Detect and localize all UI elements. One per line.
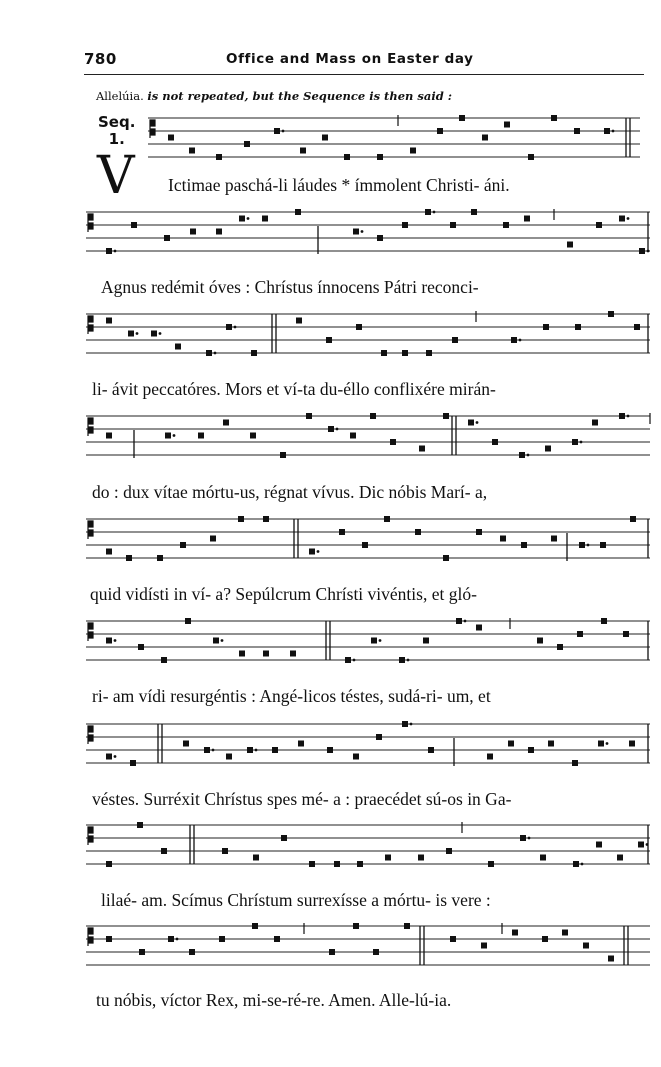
punctum-mora [606,742,609,745]
neume [106,754,112,760]
neume [298,741,304,747]
neume [519,452,525,458]
neume [274,128,280,134]
lyric-line-7: véstes. Surréxit Chrístus spes mé- a : praecédet sú-os in Ga- [92,789,512,809]
neume [106,638,112,644]
staff-5 [86,516,650,561]
staff-6 [86,618,650,663]
neume [350,433,356,439]
neume [385,855,391,861]
neume [164,235,170,241]
neume [452,337,458,343]
neume [500,536,506,542]
lyric-line-2: Agnus redémit óves : Chrístus ínnocens Pátri reconci- [101,277,479,297]
neume [126,555,132,561]
neume [482,135,488,141]
neume [617,855,623,861]
neume [551,536,557,542]
neume [476,529,482,535]
neume [608,956,614,962]
punctum-mora [528,837,531,840]
neume [272,747,278,753]
neume [575,324,581,330]
neume [508,741,514,747]
neume [326,337,332,343]
neume [410,148,416,154]
neume [562,930,568,936]
neume [492,439,498,445]
punctum-mora [379,639,382,642]
neume [557,644,563,650]
punctum-mora [221,639,224,642]
neume [543,324,549,330]
neume [601,618,607,624]
neume [402,350,408,356]
punctum-mora [214,352,217,355]
neume [239,651,245,657]
neume [596,842,602,848]
punctum-mora [612,130,615,133]
punctum-mora [317,550,320,553]
punctum-mora [410,723,413,726]
neume [574,128,580,134]
neume [137,822,143,828]
neume [425,209,431,215]
neume [404,923,410,929]
neume [180,542,186,548]
neume [376,734,382,740]
punctum-mora [336,428,339,431]
neume [390,439,396,445]
neume [290,651,296,657]
neume [639,248,645,254]
neume [296,318,302,324]
staff-4 [86,413,650,458]
neume [443,555,449,561]
neume [384,516,390,522]
neume [250,433,256,439]
neume [548,741,554,747]
neume [161,848,167,854]
lyric-line-5: quid vidísti in ví- a? Sepúlcrum Chrísti vivéntis, et gló- [90,584,477,604]
neume [381,350,387,356]
neume [353,229,359,235]
staff-2 [86,209,650,254]
sequence-label-text: Seq. [98,113,136,131]
neume [151,331,157,337]
neume [131,222,137,228]
neume [504,122,510,128]
punctum-mora [136,332,139,335]
neume [157,555,163,561]
neume [322,135,328,141]
staff-9 [86,923,650,965]
neume [476,625,482,631]
punctum-mora [247,217,250,220]
neume [402,222,408,228]
neume [545,446,551,452]
neume [306,413,312,419]
neume [608,311,614,317]
lyric-line-3: li- ávit peccatóres. Mors et ví-ta du-éllo conflixére mirán- [92,379,496,399]
neume [572,439,578,445]
neume [471,209,477,215]
neume [106,936,112,942]
neume [244,141,250,147]
neume [456,618,462,624]
punctum-mora [234,326,237,329]
neume [106,861,112,867]
neume [377,154,383,160]
punctum-mora [114,755,117,758]
neume [334,861,340,867]
punctum-mora [627,217,630,220]
neume [450,936,456,942]
neume [520,835,526,841]
neume [106,433,112,439]
c-clef [88,827,93,845]
c-clef [88,418,93,436]
neume [512,930,518,936]
neume [210,536,216,542]
neume [503,222,509,228]
neume [300,148,306,154]
neume [185,618,191,624]
neume [247,747,253,753]
initial-letter: V [97,146,135,206]
c-clef [88,726,93,744]
neume [487,754,493,760]
neume [295,209,301,215]
neume [418,855,424,861]
running-title: Office and Mass on Easter day [226,51,474,67]
punctum-mora [176,938,179,941]
neume [280,452,286,458]
neume [239,216,245,222]
neume [488,861,494,867]
neume [344,154,350,160]
neume [251,350,257,356]
punctum-mora [646,843,649,846]
punctum-mora [581,863,584,866]
neume [190,229,196,235]
neume [213,638,219,644]
punctum-mora [173,434,176,437]
neume [226,324,232,330]
neume [328,426,334,432]
neume [168,936,174,942]
neume [592,420,598,426]
neume [357,861,363,867]
punctum-mora [647,250,650,253]
neume [542,936,548,942]
neume [130,760,136,766]
neume [437,128,443,134]
rubric-instruction: is not repeated, but the Sequence is then said : [147,89,452,103]
neume [371,638,377,644]
punctum-mora [114,250,117,253]
sequence-number: 1. [108,130,125,148]
neume [623,631,629,637]
neume [362,542,368,548]
neume [263,651,269,657]
punctum-mora [433,211,436,214]
neume [528,747,534,753]
neume [521,542,527,548]
punctum-mora [255,749,258,752]
neume [216,154,222,160]
neume [262,216,268,222]
neume [577,631,583,637]
neume [263,516,269,522]
neume [638,842,644,848]
neume [106,318,112,324]
neume [353,754,359,760]
punctum-mora [353,659,356,662]
neume [223,420,229,426]
neume [253,855,259,861]
neume [274,936,280,942]
lyric-line-6: ri- am vídi resurgéntis : Angé-licos téstes, sudá-ri- um, et [92,686,491,706]
neume [309,861,315,867]
lyric-line-1: Ictimae paschá-li láudes * ímmolent Christi- áni. [168,175,510,195]
neume [537,638,543,644]
neume [583,943,589,949]
neume [168,135,174,141]
neume [528,154,534,160]
staff-7 [86,721,650,766]
neume [165,433,171,439]
neume [419,446,425,452]
lyric-line-4: do : dux vítae mórtu-us, régnat vívus. Dic nóbis Marí- a, [92,482,488,502]
neume [216,229,222,235]
neume [309,549,315,555]
neume [377,235,383,241]
neume [604,128,610,134]
neume [598,741,604,747]
punctum-mora [114,639,117,642]
neume [370,413,376,419]
c-clef [88,316,93,334]
neume [204,747,210,753]
staff-1 [148,115,640,160]
neume [226,754,232,760]
neume [219,936,225,942]
punctum-mora [464,620,467,623]
neume [329,949,335,955]
neume [238,516,244,522]
neume [415,529,421,535]
neume [198,433,204,439]
rubric-alleluia: Allelúia. [96,89,144,103]
neume [481,943,487,949]
punctum-mora [476,421,479,424]
neume [629,741,635,747]
page-number: 780 [84,50,117,68]
neume [356,324,362,330]
punctum-mora [407,659,410,662]
neume [139,949,145,955]
staff-8 [86,822,650,867]
neume [428,747,434,753]
neume [206,350,212,356]
neume [161,657,167,663]
neume [540,855,546,861]
neume [426,350,432,356]
neume [128,331,134,337]
neume [189,949,195,955]
punctum-mora [159,332,162,335]
neume [106,248,112,254]
neume [399,657,405,663]
neume [222,848,228,854]
neume [573,861,579,867]
neume [252,923,258,929]
neume [459,115,465,121]
neume [446,848,452,854]
neume [634,324,640,330]
neume [619,216,625,222]
lyric-line-8: lilaé- am. Scímus Chrístum surrexísse a mórtu- is vere : [101,890,491,910]
neume [106,549,112,555]
punctum-mora [580,441,583,444]
punctum-mora [282,130,285,133]
neume [551,115,557,121]
neume [630,516,636,522]
neume [402,721,408,727]
c-clef [88,928,93,946]
neume [345,657,351,663]
neume [511,337,517,343]
neume [183,741,189,747]
neume [189,148,195,154]
c-clef [150,120,155,138]
c-clef [88,623,93,641]
neume [524,216,530,222]
neume [327,747,333,753]
neume [596,222,602,228]
punctum-mora [627,415,630,418]
neume [450,222,456,228]
punctum-mora [587,544,590,547]
punctum-mora [361,230,364,233]
punctum-mora [527,454,530,457]
neume [572,760,578,766]
lyric-line-9: tu nóbis, víctor Rex, mi-se-ré-re. Amen. Alle-lú-ia. [96,990,452,1010]
punctum-mora [519,339,522,342]
neume [339,529,345,535]
neume [175,344,181,350]
neume [567,242,573,248]
neume [281,835,287,841]
neume [619,413,625,419]
neume [423,638,429,644]
punctum-mora [212,749,215,752]
neume [373,949,379,955]
c-clef [88,214,93,232]
c-clef [88,521,93,539]
neume [468,420,474,426]
neume [138,644,144,650]
staff-3 [86,311,650,356]
neume [353,923,359,929]
neume [600,542,606,548]
neume [579,542,585,548]
neume [443,413,449,419]
